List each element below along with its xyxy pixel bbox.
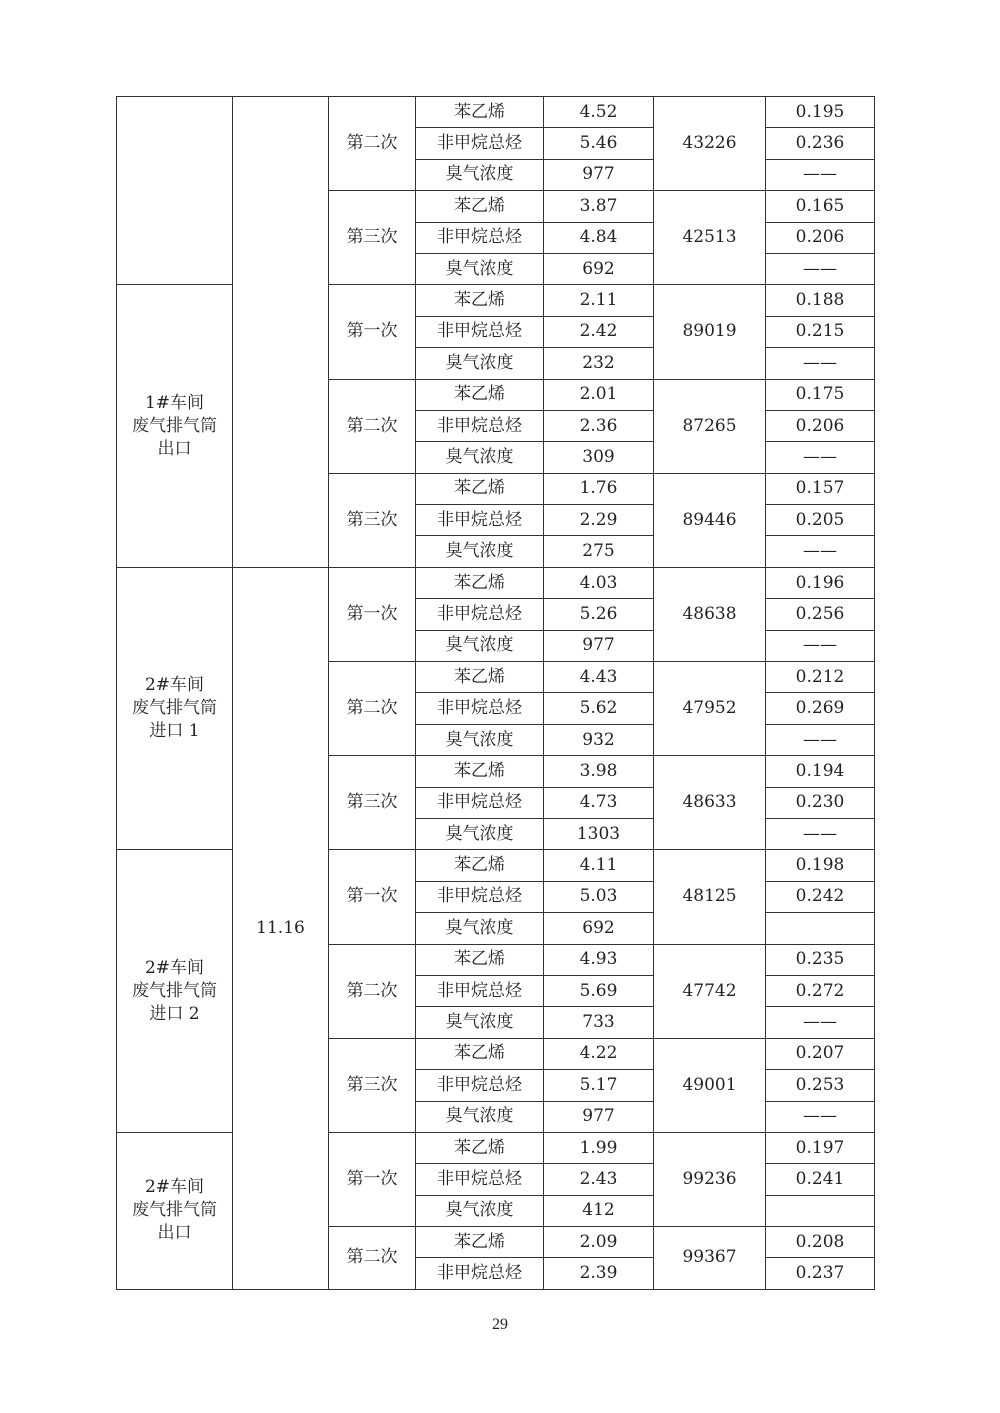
emission-rate-cell: 0.196: [766, 567, 875, 598]
emission-rate-cell: 0.197: [766, 1132, 875, 1163]
emission-rate-cell: 0.198: [766, 850, 875, 881]
pollutant-cell: 臭气浓度: [416, 1195, 544, 1226]
round-cell: 第三次: [329, 1038, 416, 1132]
concentration-cell: 2.29: [544, 505, 654, 536]
concentration-cell: 5.62: [544, 693, 654, 724]
emission-rate-cell: 0.206: [766, 410, 875, 441]
pollutant-cell: 非甲烷总烃: [416, 128, 544, 159]
location-line: 进口 2: [149, 1003, 200, 1024]
pollutant-cell: 臭气浓度: [416, 1007, 544, 1038]
location-line: 出口: [157, 438, 192, 459]
pollutant-cell: 臭气浓度: [416, 818, 544, 849]
monitoring-table: [116, 96, 875, 1290]
location-line: 废气排气筒: [132, 415, 217, 436]
concentration-cell: 4.43: [544, 662, 654, 693]
concentration-cell: 412: [544, 1195, 654, 1226]
concentration-cell: 4.03: [544, 567, 654, 598]
emission-rate-cell: 0.175: [766, 379, 875, 410]
date-cell: 11.16: [233, 567, 329, 1289]
location-line: 2#车间: [144, 675, 205, 696]
concentration-cell: 2.01: [544, 379, 654, 410]
pollutant-cell: 臭气浓度: [416, 913, 544, 944]
round-cell: 第二次: [329, 97, 416, 191]
round-cell: 第三次: [329, 191, 416, 285]
pollutant-cell: 苯乙烯: [416, 1132, 544, 1163]
emission-rate-cell: 0.212: [766, 662, 875, 693]
flow-cell: 48638: [654, 567, 766, 661]
table-row: [117, 850, 875, 881]
concentration-cell: 232: [544, 348, 654, 379]
emission-rate-cell: ——: [766, 1007, 875, 1038]
emission-rate-cell: 0.195: [766, 97, 875, 128]
pollutant-cell: 苯乙烯: [416, 473, 544, 504]
pollutant-cell: 臭气浓度: [416, 159, 544, 190]
pollutant-cell: 苯乙烯: [416, 850, 544, 881]
pollutant-cell: 苯乙烯: [416, 662, 544, 693]
concentration-cell: 977: [544, 1101, 654, 1132]
round-cell: 第二次: [329, 379, 416, 473]
emission-rate-cell: 0.157: [766, 473, 875, 504]
table-row: [117, 567, 875, 598]
emission-rate-cell: ——: [766, 536, 875, 567]
location-line: 出口: [157, 1223, 192, 1244]
location-line: 废气排气筒: [132, 698, 217, 719]
emission-rate-cell: ——: [766, 818, 875, 849]
concentration-cell: 5.69: [544, 975, 654, 1006]
concentration-cell: 5.17: [544, 1070, 654, 1101]
table-row: [117, 285, 875, 316]
concentration-cell: 2.42: [544, 316, 654, 347]
date-cell-blank: [233, 97, 329, 568]
concentration-cell: 4.84: [544, 222, 654, 253]
pollutant-cell: 臭气浓度: [416, 724, 544, 755]
flow-cell: 99236: [654, 1132, 766, 1226]
concentration-cell: 692: [544, 913, 654, 944]
emission-rate-cell: ——: [766, 1101, 875, 1132]
concentration-cell: 692: [544, 253, 654, 284]
flow-cell: 47742: [654, 944, 766, 1038]
pollutant-cell: 非甲烷总烃: [416, 599, 544, 630]
concentration-cell: 2.39: [544, 1258, 654, 1289]
location-cell: [117, 567, 233, 850]
emission-rate-cell: ——: [766, 253, 875, 284]
pollutant-cell: 苯乙烯: [416, 1038, 544, 1069]
location-line: 废气排气筒: [132, 1200, 217, 1221]
concentration-cell: 932: [544, 724, 654, 755]
concentration-cell: 4.73: [544, 787, 654, 818]
round-cell: 第二次: [329, 1227, 416, 1290]
pollutant-cell: 臭气浓度: [416, 536, 544, 567]
location-line: 废气排气筒: [132, 980, 217, 1001]
flow-cell: 47952: [654, 662, 766, 756]
pollutant-cell: 非甲烷总烃: [416, 1164, 544, 1195]
pollutant-cell: 苯乙烯: [416, 1227, 544, 1258]
pollutant-cell: 苯乙烯: [416, 944, 544, 975]
pollutant-cell: 非甲烷总烃: [416, 975, 544, 1006]
emission-rate-cell: 0.269: [766, 693, 875, 724]
emission-rate-cell: [766, 1195, 875, 1226]
round-cell: 第二次: [329, 944, 416, 1038]
pollutant-cell: 苯乙烯: [416, 97, 544, 128]
concentration-cell: 4.11: [544, 850, 654, 881]
emission-rate-cell: 0.188: [766, 285, 875, 316]
pollutant-cell: 苯乙烯: [416, 285, 544, 316]
round-cell: 第一次: [329, 850, 416, 944]
concentration-cell: 4.93: [544, 944, 654, 975]
round-cell: 第一次: [329, 567, 416, 661]
flow-cell: 99367: [654, 1227, 766, 1290]
pollutant-cell: 臭气浓度: [416, 1101, 544, 1132]
concentration-cell: 2.36: [544, 410, 654, 441]
round-cell: 第二次: [329, 662, 416, 756]
concentration-cell: 2.11: [544, 285, 654, 316]
flow-cell: 43226: [654, 97, 766, 191]
pollutant-cell: 非甲烷总烃: [416, 316, 544, 347]
pollutant-cell: 非甲烷总烃: [416, 881, 544, 912]
round-cell: 第一次: [329, 1132, 416, 1226]
pollutant-cell: 非甲烷总烃: [416, 1258, 544, 1289]
table-row: [117, 97, 875, 128]
concentration-cell: 3.98: [544, 756, 654, 787]
pollutant-cell: 臭气浓度: [416, 253, 544, 284]
concentration-cell: 977: [544, 630, 654, 661]
concentration-cell: 309: [544, 442, 654, 473]
concentration-cell: 1.76: [544, 473, 654, 504]
flow-cell: 42513: [654, 191, 766, 285]
concentration-cell: 5.03: [544, 881, 654, 912]
round-cell: 第三次: [329, 756, 416, 850]
pollutant-cell: 臭气浓度: [416, 630, 544, 661]
pollutant-cell: 苯乙烯: [416, 756, 544, 787]
concentration-cell: 5.46: [544, 128, 654, 159]
flow-cell: 48125: [654, 850, 766, 944]
emission-rate-cell: 0.253: [766, 1070, 875, 1101]
emission-rate-cell: 0.256: [766, 599, 875, 630]
pollutant-cell: 苯乙烯: [416, 191, 544, 222]
emission-rate-cell: 0.205: [766, 505, 875, 536]
emission-rate-cell: 0.241: [766, 1164, 875, 1195]
pollutant-cell: 苯乙烯: [416, 567, 544, 598]
emission-rate-cell: 0.208: [766, 1227, 875, 1258]
concentration-cell: 1303: [544, 818, 654, 849]
concentration-cell: 1.99: [544, 1132, 654, 1163]
concentration-cell: 2.09: [544, 1227, 654, 1258]
location-cell: [117, 97, 233, 285]
pollutant-cell: 臭气浓度: [416, 442, 544, 473]
pollutant-cell: 非甲烷总烃: [416, 505, 544, 536]
location-line: 2#车间: [144, 1177, 205, 1198]
concentration-cell: 977: [544, 159, 654, 190]
location-cell: [117, 285, 233, 568]
round-cell: 第三次: [329, 473, 416, 567]
flow-cell: 48633: [654, 756, 766, 850]
concentration-cell: 4.22: [544, 1038, 654, 1069]
emission-rate-cell: ——: [766, 348, 875, 379]
table-row: [117, 1132, 875, 1163]
pollutant-cell: 臭气浓度: [416, 348, 544, 379]
pollutant-cell: 非甲烷总烃: [416, 410, 544, 441]
pollutant-cell: 苯乙烯: [416, 379, 544, 410]
emission-rate-cell: 0.206: [766, 222, 875, 253]
emission-rate-cell: 0.235: [766, 944, 875, 975]
concentration-cell: 4.52: [544, 97, 654, 128]
concentration-cell: 5.26: [544, 599, 654, 630]
emission-rate-cell: ——: [766, 442, 875, 473]
emission-rate-cell: 0.207: [766, 1038, 875, 1069]
flow-cell: 87265: [654, 379, 766, 473]
emission-rate-cell: 0.230: [766, 787, 875, 818]
concentration-cell: 3.87: [544, 191, 654, 222]
location-line: 1#车间: [144, 392, 205, 413]
flow-cell: 89019: [654, 285, 766, 379]
flow-cell: 89446: [654, 473, 766, 567]
emission-rate-cell: 0.236: [766, 128, 875, 159]
flow-cell: 49001: [654, 1038, 766, 1132]
concentration-cell: 275: [544, 536, 654, 567]
emission-rate-cell: 0.165: [766, 191, 875, 222]
table-body: [117, 97, 875, 1290]
concentration-cell: 733: [544, 1007, 654, 1038]
page-number: 29: [492, 1316, 508, 1333]
location-cell: [117, 1132, 233, 1289]
location-line: 进口 1: [149, 721, 200, 742]
location-cell: [117, 850, 233, 1133]
emission-rate-cell: 0.272: [766, 975, 875, 1006]
pollutant-cell: 非甲烷总烃: [416, 1070, 544, 1101]
round-cell: 第一次: [329, 285, 416, 379]
emission-rate-cell: [766, 913, 875, 944]
emission-rate-cell: ——: [766, 630, 875, 661]
location-line: 2#车间: [144, 957, 205, 978]
concentration-cell: 2.43: [544, 1164, 654, 1195]
emission-rate-cell: ——: [766, 159, 875, 190]
emission-rate-cell: 0.242: [766, 881, 875, 912]
emission-rate-cell: ——: [766, 724, 875, 755]
emission-rate-cell: 0.194: [766, 756, 875, 787]
emission-rate-cell: 0.215: [766, 316, 875, 347]
pollutant-cell: 非甲烷总烃: [416, 787, 544, 818]
emission-rate-cell: 0.237: [766, 1258, 875, 1289]
pollutant-cell: 非甲烷总烃: [416, 222, 544, 253]
pollutant-cell: 非甲烷总烃: [416, 693, 544, 724]
